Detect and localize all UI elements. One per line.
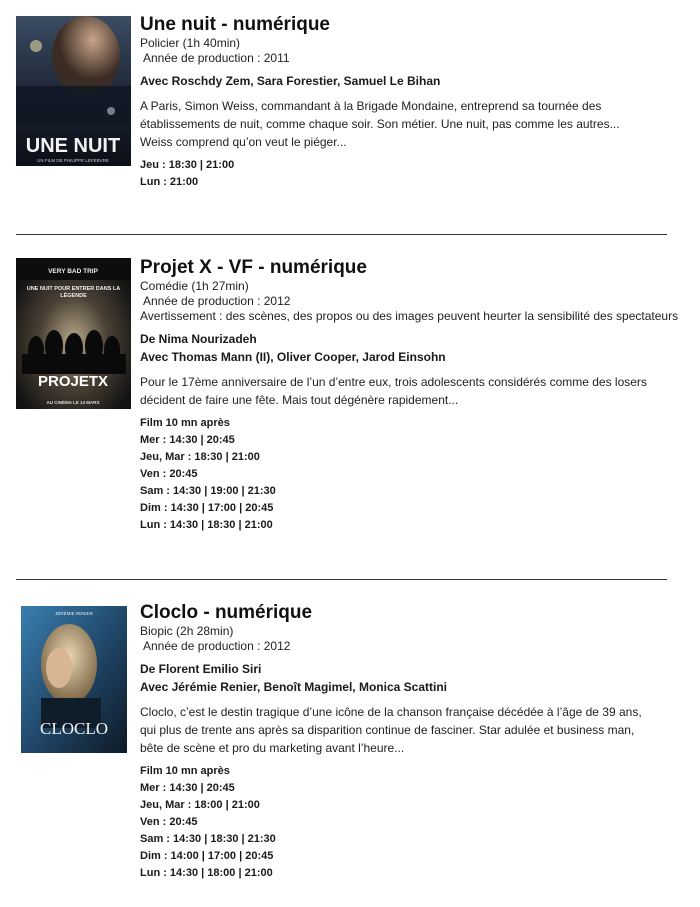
movie-info: [140, 14, 700, 191]
movie-info: [140, 602, 700, 882]
poster-credit: UN FILM DE PHILIPPE LEFEBVRE: [37, 158, 109, 163]
movie-poster[interactable]: [21, 606, 127, 753]
poster-image: [16, 16, 131, 166]
movie-genre: Policier (1h 40min): [140, 36, 241, 50]
poster-title: PROJETX: [37, 373, 109, 390]
poster-release: AU CINÉMA LE 14 MARS: [46, 400, 100, 405]
poster-image: [16, 258, 131, 409]
movie-poster[interactable]: [16, 16, 131, 166]
showtime-line: Mer : 14:30 | 20:45: [140, 434, 235, 446]
showtime-note: Film 10 mn après: [140, 417, 230, 429]
movie-year: Année de production : 2012: [143, 639, 291, 653]
movie-synopsis: Pour le 17ème anniversaire de l’un d’entre eux, trois adolescents considérés comme des losers décident de faire une fête. Mais tout dégénère rapidement...: [140, 375, 647, 407]
showtime-line: Sam : 14:30 | 19:00 | 21:30: [140, 485, 276, 497]
movie-poster[interactable]: [16, 258, 131, 409]
showtime-line: Jeu : 18:30 | 21:00: [140, 159, 235, 171]
movie-director: De Florent Emilio Siri: [140, 662, 262, 676]
movie-genre: Comédie (1h 27min): [140, 279, 249, 293]
poster-tagline: UNE NUIT POUR ENTRER DANS LA LÉGENDE: [26, 286, 121, 299]
movie-synopsis: Cloclo, c’est le destin tragique d’une icône de la chanson française décédée à l’âge de 39 ans, qui plus de trente ans après sa disparition continue de fasciner. Star adulée et business man, bête de scène et pro du marketing avant l’heure...: [140, 705, 642, 755]
showtime-note: Film 10 mn après: [140, 765, 230, 777]
poster-title: UNE NUIT: [25, 135, 121, 157]
showtime-line: Lun : 14:30 | 18:30 | 21:00: [140, 519, 273, 531]
movie-credits: [140, 330, 700, 366]
showtime-line: Jeu, Mar : 18:00 | 21:00: [140, 799, 260, 811]
movie-info: [140, 257, 700, 534]
movie-credits: [140, 660, 700, 696]
showtime-line: Jeu, Mar : 18:30 | 21:00: [140, 451, 260, 463]
crowd-silhouette: [22, 330, 126, 374]
showtimes: [140, 763, 700, 882]
showtime-line: Ven : 20:45: [140, 468, 198, 480]
showtime-line: Dim : 14:00 | 17:00 | 20:45: [140, 850, 274, 862]
showtime-line: Mer : 14:30 | 20:45: [140, 782, 235, 794]
movie-warning: Avertissement : des scènes, des propos ou des images peuvent heurter la sensibilité des spectateurs: [140, 309, 679, 323]
movie-synopsis: A Paris, Simon Weiss, commandant à la Brigade Mondaine, entreprend sa tournée des établissements de nuit, comme chaque soir. Son métier. Une nuit, pas comme les autres... Weiss comprend qu’on veut le piéger...: [140, 99, 620, 149]
movie-year: Année de production : 2011: [143, 51, 290, 65]
poster-image: [21, 606, 127, 753]
movie-cast: Avec Jérémie Renier, Benoît Magimel, Monica Scattini: [140, 680, 447, 694]
movie-year: Année de production : 2012: [143, 294, 291, 308]
divider: [16, 234, 667, 235]
poster-top-text: JÉRÉMIE RENIER: [55, 611, 93, 616]
showtime-line: Lun : 21:00: [140, 176, 199, 188]
movie-credits: [140, 72, 700, 90]
movie-cast: Avec Roschdy Zem, Sara Forestier, Samuel Le Bihan: [140, 74, 441, 88]
movie-director: De Nima Nourizadeh: [140, 332, 257, 346]
showtime-line: Sam : 14:30 | 18:30 | 21:30: [140, 833, 276, 845]
movie-title[interactable]: Cloclo - numérique: [140, 602, 313, 623]
showtimes: [140, 157, 700, 191]
showtimes: [140, 415, 700, 534]
showtime-line: Ven : 20:45: [140, 816, 198, 828]
showtime-line: Dim : 14:30 | 17:00 | 20:45: [140, 502, 274, 514]
movie-cast: Avec Thomas Mann (II), Oliver Cooper, Jarod Einsohn: [140, 350, 446, 364]
divider: [16, 579, 667, 580]
movie-title[interactable]: Une nuit - numérique: [140, 14, 330, 35]
movie-title[interactable]: Projet X - VF - numérique: [140, 257, 367, 278]
poster-title: CLOCLO: [40, 719, 108, 738]
showtime-line: Lun : 14:30 | 18:00 | 21:00: [140, 867, 273, 879]
poster-top-text: VERY BAD TRIP: [48, 268, 98, 275]
movie-genre: Biopic (2h 28min): [140, 624, 234, 638]
